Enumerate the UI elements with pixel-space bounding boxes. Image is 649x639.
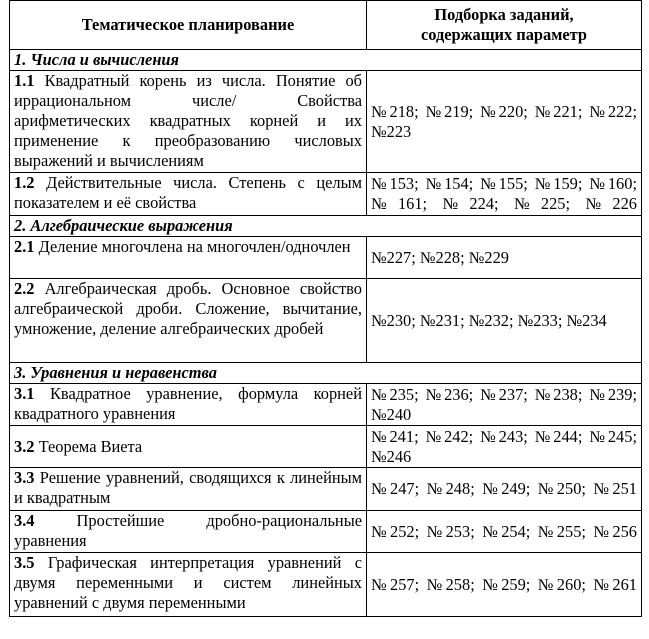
topic-cell: [10, 173, 367, 216]
section-row: [10, 216, 642, 237]
tasks-cell: №218; №219; №220; №221; №222; №223: [367, 71, 642, 173]
topic-cell: [10, 71, 367, 173]
topic-number: 3.3: [14, 468, 35, 487]
topic-text: Теорема Виета: [38, 436, 143, 456]
table-row: [10, 173, 642, 216]
topic-text: Решение уравнений, сводящихся к линейным и квадратным: [14, 468, 362, 507]
header-tasks: [367, 1, 642, 50]
topic-text: Квадратное уравнение, формула корней квадратного уравнения: [14, 384, 362, 423]
topic-text: Деление многочлена на многочлен/одночлен: [38, 237, 351, 256]
section-row: [10, 50, 642, 71]
topic-text: Простейшие дробно-рациональные уравнения: [14, 511, 362, 550]
table-row: [10, 511, 642, 553]
topic-cell: [10, 468, 367, 511]
tasks-cell: №235; №236; №237; №238; №239; №240: [367, 384, 642, 426]
header-tasks-line1: Подборка заданий,: [434, 5, 574, 24]
header-row: [10, 1, 642, 50]
section-title: 3. Уравнения и неравенства: [10, 363, 642, 384]
topic-cell: [10, 511, 367, 553]
tasks-cell: №241; №242; №243; №244; №245; №246: [367, 426, 642, 468]
topic-number: 1.1: [14, 71, 35, 90]
topic-number: 1.2: [14, 173, 35, 192]
topic-cell: [10, 426, 367, 468]
topic-number: 3.5: [14, 553, 35, 572]
table-row: [10, 553, 642, 617]
header-tasks-line2: содержащих параметр: [420, 25, 588, 44]
tasks-cell: №252; №253; №254; №255; №256: [367, 511, 642, 553]
table-row: [10, 279, 642, 363]
tasks-cell: №230; №231; №232; №233; №234: [367, 279, 642, 363]
thematic-plan-table: [9, 0, 642, 617]
table-row: [10, 71, 642, 173]
topic-text: Действительные числа. Степень с целым показателем и её свойства: [14, 173, 362, 212]
topic-text: Графическая интерпретация уравнений с двумя переменными и систем линейных уравнений с двумя переменными: [14, 553, 362, 612]
header-topic: Тематическое планирование: [10, 1, 367, 50]
section-row: [10, 363, 642, 384]
topic-number: 3.4: [14, 511, 35, 530]
tasks-cell: №227; №228; №229: [367, 237, 642, 279]
table-row: [10, 384, 642, 426]
section-title: 2. Алгебраические выражения: [10, 216, 642, 237]
tasks-cell: №247; №248; №249; №250; №251: [367, 468, 642, 511]
topic-cell: [10, 237, 367, 279]
topic-text: Алгебраическая дробь. Основное свойство алгебраической дроби. Сложение, вычитание, умножение, деление алгебраических дробей: [14, 279, 362, 338]
table-row: [10, 237, 642, 279]
topic-text: Квадратный корень из числа. Понятие об иррациональном числе/ Свойства арифметических квадратных корней и их применение к преобразованию числовых выражений и вычислениям: [14, 71, 362, 170]
topic-number: 3.2: [14, 436, 35, 456]
tasks-cell: №153; №154; №155; №159; №160; №161; №224; №225; №226: [367, 173, 642, 216]
topic-cell: [10, 553, 367, 617]
topic-number: 2.2: [14, 279, 35, 298]
table-row: [10, 426, 642, 468]
topic-cell: [10, 279, 367, 363]
section-title: 1. Числа и вычисления: [10, 50, 642, 71]
topic-cell: [10, 384, 367, 426]
topic-number: 2.1: [14, 237, 35, 256]
table-row: [10, 468, 642, 511]
tasks-cell: №257; №258; №259; №260; №261: [367, 553, 642, 617]
topic-number: 3.1: [14, 384, 35, 403]
